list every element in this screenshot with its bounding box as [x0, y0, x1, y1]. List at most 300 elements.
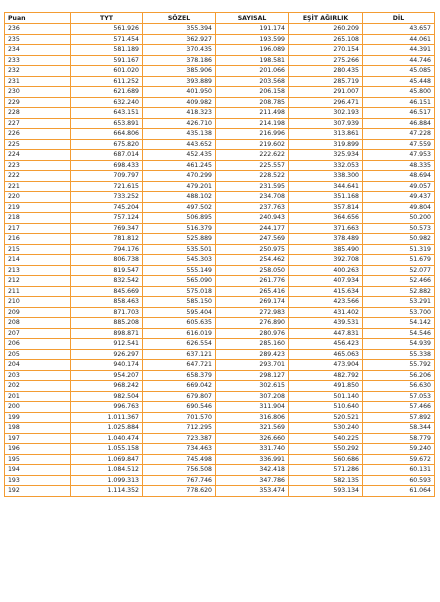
esit-agirlik-cell: 357.814: [289, 202, 363, 213]
dil-cell: 50.200: [363, 213, 435, 224]
table-row: [5, 223, 435, 234]
tyt-cell: 794.176: [71, 244, 143, 255]
table-row: [5, 255, 435, 266]
puan-cell: 213: [5, 265, 71, 276]
table-row: [5, 150, 435, 161]
sozel-cell: 370.435: [143, 45, 216, 56]
sozel-cell: 555.149: [143, 265, 216, 276]
dil-cell: 60.593: [363, 475, 435, 486]
table-row: [5, 423, 435, 434]
esit-agirlik-cell: 385.490: [289, 244, 363, 255]
puan-cell: 200: [5, 402, 71, 413]
sayisal-cell: 316.806: [216, 412, 289, 423]
dil-cell: 59.672: [363, 454, 435, 465]
dil-cell: 59.240: [363, 444, 435, 455]
table-row: [5, 171, 435, 182]
esit-agirlik-cell: 415.634: [289, 286, 363, 297]
puan-cell: 234: [5, 45, 71, 56]
tyt-cell: 781.812: [71, 234, 143, 245]
puan-cell: 226: [5, 129, 71, 140]
esit-agirlik-cell: 338.300: [289, 171, 363, 182]
esit-agirlik-cell: 307.939: [289, 118, 363, 129]
table-row: [5, 139, 435, 150]
sozel-cell: 565.090: [143, 276, 216, 287]
sayisal-cell: 201.066: [216, 66, 289, 77]
table-row: [5, 66, 435, 77]
puan-cell: 230: [5, 87, 71, 98]
dil-cell: 47.559: [363, 139, 435, 150]
table-row: [5, 370, 435, 381]
puan-cell: 204: [5, 360, 71, 371]
sozel-cell: 393.889: [143, 76, 216, 87]
tyt-cell: 721.615: [71, 181, 143, 192]
puan-cell: 219: [5, 202, 71, 213]
tyt-cell: 1.025.884: [71, 423, 143, 434]
puan-cell: 236: [5, 24, 71, 35]
esit-agirlik-cell: 260.209: [289, 24, 363, 35]
table-row: [5, 265, 435, 276]
table-row: [5, 97, 435, 108]
esit-agirlik-cell: 313.861: [289, 129, 363, 140]
esit-agirlik-cell: 439.531: [289, 318, 363, 329]
tyt-cell: 858.463: [71, 297, 143, 308]
puan-cell: 211: [5, 286, 71, 297]
sayisal-cell: 321.569: [216, 423, 289, 434]
tyt-cell: 643.151: [71, 108, 143, 119]
table-row: [5, 454, 435, 465]
puan-cell: 228: [5, 108, 71, 119]
tyt-cell: 1.011.367: [71, 412, 143, 423]
tyt-cell: 1.040.474: [71, 433, 143, 444]
sayisal-cell: 198.581: [216, 55, 289, 66]
table-row: [5, 297, 435, 308]
table-row: [5, 129, 435, 140]
dil-cell: 54.546: [363, 328, 435, 339]
dil-cell: 58.779: [363, 433, 435, 444]
sayisal-cell: 258.050: [216, 265, 289, 276]
tyt-cell: 940.174: [71, 360, 143, 371]
table-row: [5, 213, 435, 224]
esit-agirlik-cell: 520.521: [289, 412, 363, 423]
puan-cell: 212: [5, 276, 71, 287]
esit-agirlik-cell: 465.063: [289, 349, 363, 360]
sozel-cell: 506.895: [143, 213, 216, 224]
header-row: [5, 13, 435, 24]
tyt-cell: 832.542: [71, 276, 143, 287]
tyt-cell: 996.763: [71, 402, 143, 413]
table-row: [5, 234, 435, 245]
table-row: [5, 45, 435, 56]
sayisal-cell: 222.622: [216, 150, 289, 161]
table-row: [5, 349, 435, 360]
sozel-cell: 723.387: [143, 433, 216, 444]
puan-cell: 223: [5, 160, 71, 171]
dil-cell: 54.939: [363, 339, 435, 350]
esit-agirlik-cell: 319.899: [289, 139, 363, 150]
esit-agirlik-cell: 351.168: [289, 192, 363, 203]
puan-cell: 202: [5, 381, 71, 392]
table-body: [5, 24, 435, 497]
tyt-cell: 733.252: [71, 192, 143, 203]
puan-cell: 220: [5, 192, 71, 203]
sayisal-cell: 326.660: [216, 433, 289, 444]
sozel-cell: 479.201: [143, 181, 216, 192]
esit-agirlik-cell: 482.792: [289, 370, 363, 381]
esit-agirlik-cell: 407.934: [289, 276, 363, 287]
esit-agirlik-cell: 364.656: [289, 213, 363, 224]
tyt-cell: 806.738: [71, 255, 143, 266]
sayisal-cell: 214.198: [216, 118, 289, 129]
puan-cell: 231: [5, 76, 71, 87]
esit-agirlik-cell: 593.134: [289, 486, 363, 497]
header-sayisal: SAYISAL: [216, 13, 289, 24]
header-tyt: TYT: [71, 13, 143, 24]
sozel-cell: 679.807: [143, 391, 216, 402]
sozel-cell: 443.652: [143, 139, 216, 150]
puan-cell: 214: [5, 255, 71, 266]
table-row: [5, 244, 435, 255]
puan-cell: 216: [5, 234, 71, 245]
esit-agirlik-cell: 344.641: [289, 181, 363, 192]
esit-agirlik-cell: 400.263: [289, 265, 363, 276]
dil-cell: 57.466: [363, 402, 435, 413]
table-row: [5, 475, 435, 486]
dil-cell: 51.679: [363, 255, 435, 266]
esit-agirlik-cell: 571.286: [289, 465, 363, 476]
dil-cell: 61.064: [363, 486, 435, 497]
puan-cell: 198: [5, 423, 71, 434]
esit-agirlik-cell: 378.489: [289, 234, 363, 245]
puan-cell: 197: [5, 433, 71, 444]
esit-agirlik-cell: 332.053: [289, 160, 363, 171]
table-row: [5, 87, 435, 98]
esit-agirlik-cell: 280.435: [289, 66, 363, 77]
sayisal-cell: 254.462: [216, 255, 289, 266]
dil-cell: 50.982: [363, 234, 435, 245]
sayisal-cell: 265.416: [216, 286, 289, 297]
esit-agirlik-cell: 431.402: [289, 307, 363, 318]
sozel-cell: 595.404: [143, 307, 216, 318]
puan-cell: 206: [5, 339, 71, 350]
sozel-cell: 497.502: [143, 202, 216, 213]
sayisal-cell: 302.615: [216, 381, 289, 392]
table-row: [5, 402, 435, 413]
puan-cell: 233: [5, 55, 71, 66]
tyt-cell: 1.069.847: [71, 454, 143, 465]
header-esit-agirlik: EŞİT AĞIRLIK: [289, 13, 363, 24]
sayisal-cell: 336.991: [216, 454, 289, 465]
sozel-cell: 378.186: [143, 55, 216, 66]
dil-cell: 48.335: [363, 160, 435, 171]
esit-agirlik-cell: 392.708: [289, 255, 363, 266]
sozel-cell: 585.150: [143, 297, 216, 308]
esit-agirlik-cell: 560.686: [289, 454, 363, 465]
puan-cell: 222: [5, 171, 71, 182]
table-row: [5, 34, 435, 45]
tyt-cell: 653.891: [71, 118, 143, 129]
puan-cell: 201: [5, 391, 71, 402]
sozel-cell: 767.746: [143, 475, 216, 486]
sozel-cell: 426.710: [143, 118, 216, 129]
sayisal-cell: 247.569: [216, 234, 289, 245]
puan-cell: 208: [5, 318, 71, 329]
sayisal-cell: 240.943: [216, 213, 289, 224]
table-row: [5, 381, 435, 392]
tyt-cell: 968.242: [71, 381, 143, 392]
tyt-cell: 687.014: [71, 150, 143, 161]
puan-cell: 227: [5, 118, 71, 129]
dil-cell: 56.206: [363, 370, 435, 381]
esit-agirlik-cell: 582.135: [289, 475, 363, 486]
sozel-cell: 701.570: [143, 412, 216, 423]
sayisal-cell: 234.708: [216, 192, 289, 203]
table-row: [5, 286, 435, 297]
dil-cell: 54.142: [363, 318, 435, 329]
puan-cell: 221: [5, 181, 71, 192]
table-row: [5, 412, 435, 423]
dil-cell: 50.573: [363, 223, 435, 234]
sayisal-cell: 261.776: [216, 276, 289, 287]
table-row: [5, 444, 435, 455]
dil-cell: 49.437: [363, 192, 435, 203]
tyt-cell: 954.207: [71, 370, 143, 381]
sayisal-cell: 228.522: [216, 171, 289, 182]
puan-cell: 229: [5, 97, 71, 108]
dil-cell: 45.800: [363, 87, 435, 98]
dil-cell: 60.131: [363, 465, 435, 476]
sayisal-cell: 211.498: [216, 108, 289, 119]
tyt-cell: 1.055.158: [71, 444, 143, 455]
dil-cell: 53.700: [363, 307, 435, 318]
puan-cell: 232: [5, 66, 71, 77]
puan-cell: 194: [5, 465, 71, 476]
puan-cell: 203: [5, 370, 71, 381]
sayisal-cell: 289.423: [216, 349, 289, 360]
table-row: [5, 160, 435, 171]
esit-agirlik-cell: 530.240: [289, 423, 363, 434]
tyt-cell: 769.347: [71, 223, 143, 234]
puan-cell: 217: [5, 223, 71, 234]
puan-cell: 196: [5, 444, 71, 455]
tyt-cell: 871.703: [71, 307, 143, 318]
sozel-cell: 355.394: [143, 24, 216, 35]
table-row: [5, 76, 435, 87]
sozel-cell: 362.927: [143, 34, 216, 45]
table-row: [5, 318, 435, 329]
dil-cell: 46.884: [363, 118, 435, 129]
esit-agirlik-cell: 456.423: [289, 339, 363, 350]
table-row: [5, 55, 435, 66]
esit-agirlik-cell: 510.640: [289, 402, 363, 413]
table-row: [5, 486, 435, 497]
tyt-cell: 664.806: [71, 129, 143, 140]
dil-cell: 55.338: [363, 349, 435, 360]
sozel-cell: 626.554: [143, 339, 216, 350]
sayisal-cell: 342.418: [216, 465, 289, 476]
table-header: [5, 13, 435, 24]
table-row: [5, 181, 435, 192]
sozel-cell: 452.435: [143, 150, 216, 161]
table-row: [5, 108, 435, 119]
puan-cell: 235: [5, 34, 71, 45]
sayisal-cell: 293.701: [216, 360, 289, 371]
dil-cell: 52.077: [363, 265, 435, 276]
sozel-cell: 756.508: [143, 465, 216, 476]
puan-cell: 205: [5, 349, 71, 360]
tyt-cell: 561.926: [71, 24, 143, 35]
puan-cell: 199: [5, 412, 71, 423]
dil-cell: 45.448: [363, 76, 435, 87]
sozel-cell: 690.546: [143, 402, 216, 413]
esit-agirlik-cell: 550.292: [289, 444, 363, 455]
tyt-cell: 745.204: [71, 202, 143, 213]
sozel-cell: 545.303: [143, 255, 216, 266]
tyt-cell: 1.099.313: [71, 475, 143, 486]
esit-agirlik-cell: 473.904: [289, 360, 363, 371]
dil-cell: 52.882: [363, 286, 435, 297]
sayisal-cell: 196.089: [216, 45, 289, 56]
tyt-cell: 912.541: [71, 339, 143, 350]
sozel-cell: 409.982: [143, 97, 216, 108]
esit-agirlik-cell: 291.007: [289, 87, 363, 98]
esit-agirlik-cell: 285.719: [289, 76, 363, 87]
dil-cell: 46.151: [363, 97, 435, 108]
sayisal-cell: 219.602: [216, 139, 289, 150]
puan-cell: 209: [5, 307, 71, 318]
sozel-cell: 525.889: [143, 234, 216, 245]
dil-cell: 47.228: [363, 129, 435, 140]
dil-cell: 57.892: [363, 412, 435, 423]
table-row: [5, 276, 435, 287]
sozel-cell: 734.463: [143, 444, 216, 455]
header-puan: Puan: [5, 13, 71, 24]
sozel-cell: 575.018: [143, 286, 216, 297]
sayisal-cell: 353.474: [216, 486, 289, 497]
esit-agirlik-cell: 296.471: [289, 97, 363, 108]
esit-agirlik-cell: 371.663: [289, 223, 363, 234]
tyt-cell: 709.797: [71, 171, 143, 182]
sozel-cell: 647.721: [143, 360, 216, 371]
tyt-cell: 819.547: [71, 265, 143, 276]
tyt-cell: 845.669: [71, 286, 143, 297]
table-row: [5, 339, 435, 350]
dil-cell: 56.630: [363, 381, 435, 392]
esit-agirlik-cell: 265.108: [289, 34, 363, 45]
tyt-cell: 757.124: [71, 213, 143, 224]
table-row: [5, 433, 435, 444]
table-row: [5, 328, 435, 339]
header-sozel: SÖZEL: [143, 13, 216, 24]
sozel-cell: 712.295: [143, 423, 216, 434]
sozel-cell: 637.121: [143, 349, 216, 360]
sozel-cell: 605.635: [143, 318, 216, 329]
sozel-cell: 745.498: [143, 454, 216, 465]
score-ranking-table: [4, 12, 435, 497]
sayisal-cell: 216.996: [216, 129, 289, 140]
tyt-cell: 675.820: [71, 139, 143, 150]
dil-cell: 49.804: [363, 202, 435, 213]
dil-cell: 44.391: [363, 45, 435, 56]
dil-cell: 52.466: [363, 276, 435, 287]
table-row: [5, 307, 435, 318]
sozel-cell: 435.138: [143, 129, 216, 140]
sayisal-cell: 191.174: [216, 24, 289, 35]
sozel-cell: 418.323: [143, 108, 216, 119]
sayisal-cell: 285.160: [216, 339, 289, 350]
table-row: [5, 192, 435, 203]
tyt-cell: 571.454: [71, 34, 143, 45]
esit-agirlik-cell: 501.140: [289, 391, 363, 402]
sozel-cell: 385.906: [143, 66, 216, 77]
tyt-cell: 982.504: [71, 391, 143, 402]
sayisal-cell: 272.983: [216, 307, 289, 318]
puan-cell: 192: [5, 486, 71, 497]
sozel-cell: 535.501: [143, 244, 216, 255]
tyt-cell: 621.689: [71, 87, 143, 98]
sayisal-cell: 269.174: [216, 297, 289, 308]
sayisal-cell: 203.568: [216, 76, 289, 87]
dil-cell: 44.061: [363, 34, 435, 45]
tyt-cell: 698.433: [71, 160, 143, 171]
esit-agirlik-cell: 275.266: [289, 55, 363, 66]
sayisal-cell: 311.904: [216, 402, 289, 413]
puan-cell: 193: [5, 475, 71, 486]
sozel-cell: 616.019: [143, 328, 216, 339]
puan-cell: 224: [5, 150, 71, 161]
puan-cell: 218: [5, 213, 71, 224]
sayisal-cell: 307.208: [216, 391, 289, 402]
sayisal-cell: 225.557: [216, 160, 289, 171]
tyt-cell: 1.114.352: [71, 486, 143, 497]
puan-cell: 207: [5, 328, 71, 339]
tyt-cell: 632.240: [71, 97, 143, 108]
puan-cell: 195: [5, 454, 71, 465]
tyt-cell: 611.252: [71, 76, 143, 87]
sozel-cell: 461.245: [143, 160, 216, 171]
tyt-cell: 601.020: [71, 66, 143, 77]
table-row: [5, 202, 435, 213]
tyt-cell: 581.189: [71, 45, 143, 56]
sozel-cell: 778.620: [143, 486, 216, 497]
table-row: [5, 465, 435, 476]
table-row: [5, 360, 435, 371]
dil-cell: 57.053: [363, 391, 435, 402]
sayisal-cell: 250.975: [216, 244, 289, 255]
esit-agirlik-cell: 423.566: [289, 297, 363, 308]
dil-cell: 45.085: [363, 66, 435, 77]
dil-cell: 47.953: [363, 150, 435, 161]
dil-cell: 55.792: [363, 360, 435, 371]
dil-cell: 51.319: [363, 244, 435, 255]
sayisal-cell: 298.127: [216, 370, 289, 381]
esit-agirlik-cell: 447.831: [289, 328, 363, 339]
sayisal-cell: 280.976: [216, 328, 289, 339]
sayisal-cell: 237.763: [216, 202, 289, 213]
puan-cell: 215: [5, 244, 71, 255]
sayisal-cell: 206.158: [216, 87, 289, 98]
sozel-cell: 516.379: [143, 223, 216, 234]
dil-cell: 43.657: [363, 24, 435, 35]
esit-agirlik-cell: 540.225: [289, 433, 363, 444]
dil-cell: 44.746: [363, 55, 435, 66]
puan-cell: 210: [5, 297, 71, 308]
dil-cell: 48.694: [363, 171, 435, 182]
sozel-cell: 658.379: [143, 370, 216, 381]
sayisal-cell: 331.740: [216, 444, 289, 455]
table-row: [5, 118, 435, 129]
sozel-cell: 470.299: [143, 171, 216, 182]
tyt-cell: 591.167: [71, 55, 143, 66]
